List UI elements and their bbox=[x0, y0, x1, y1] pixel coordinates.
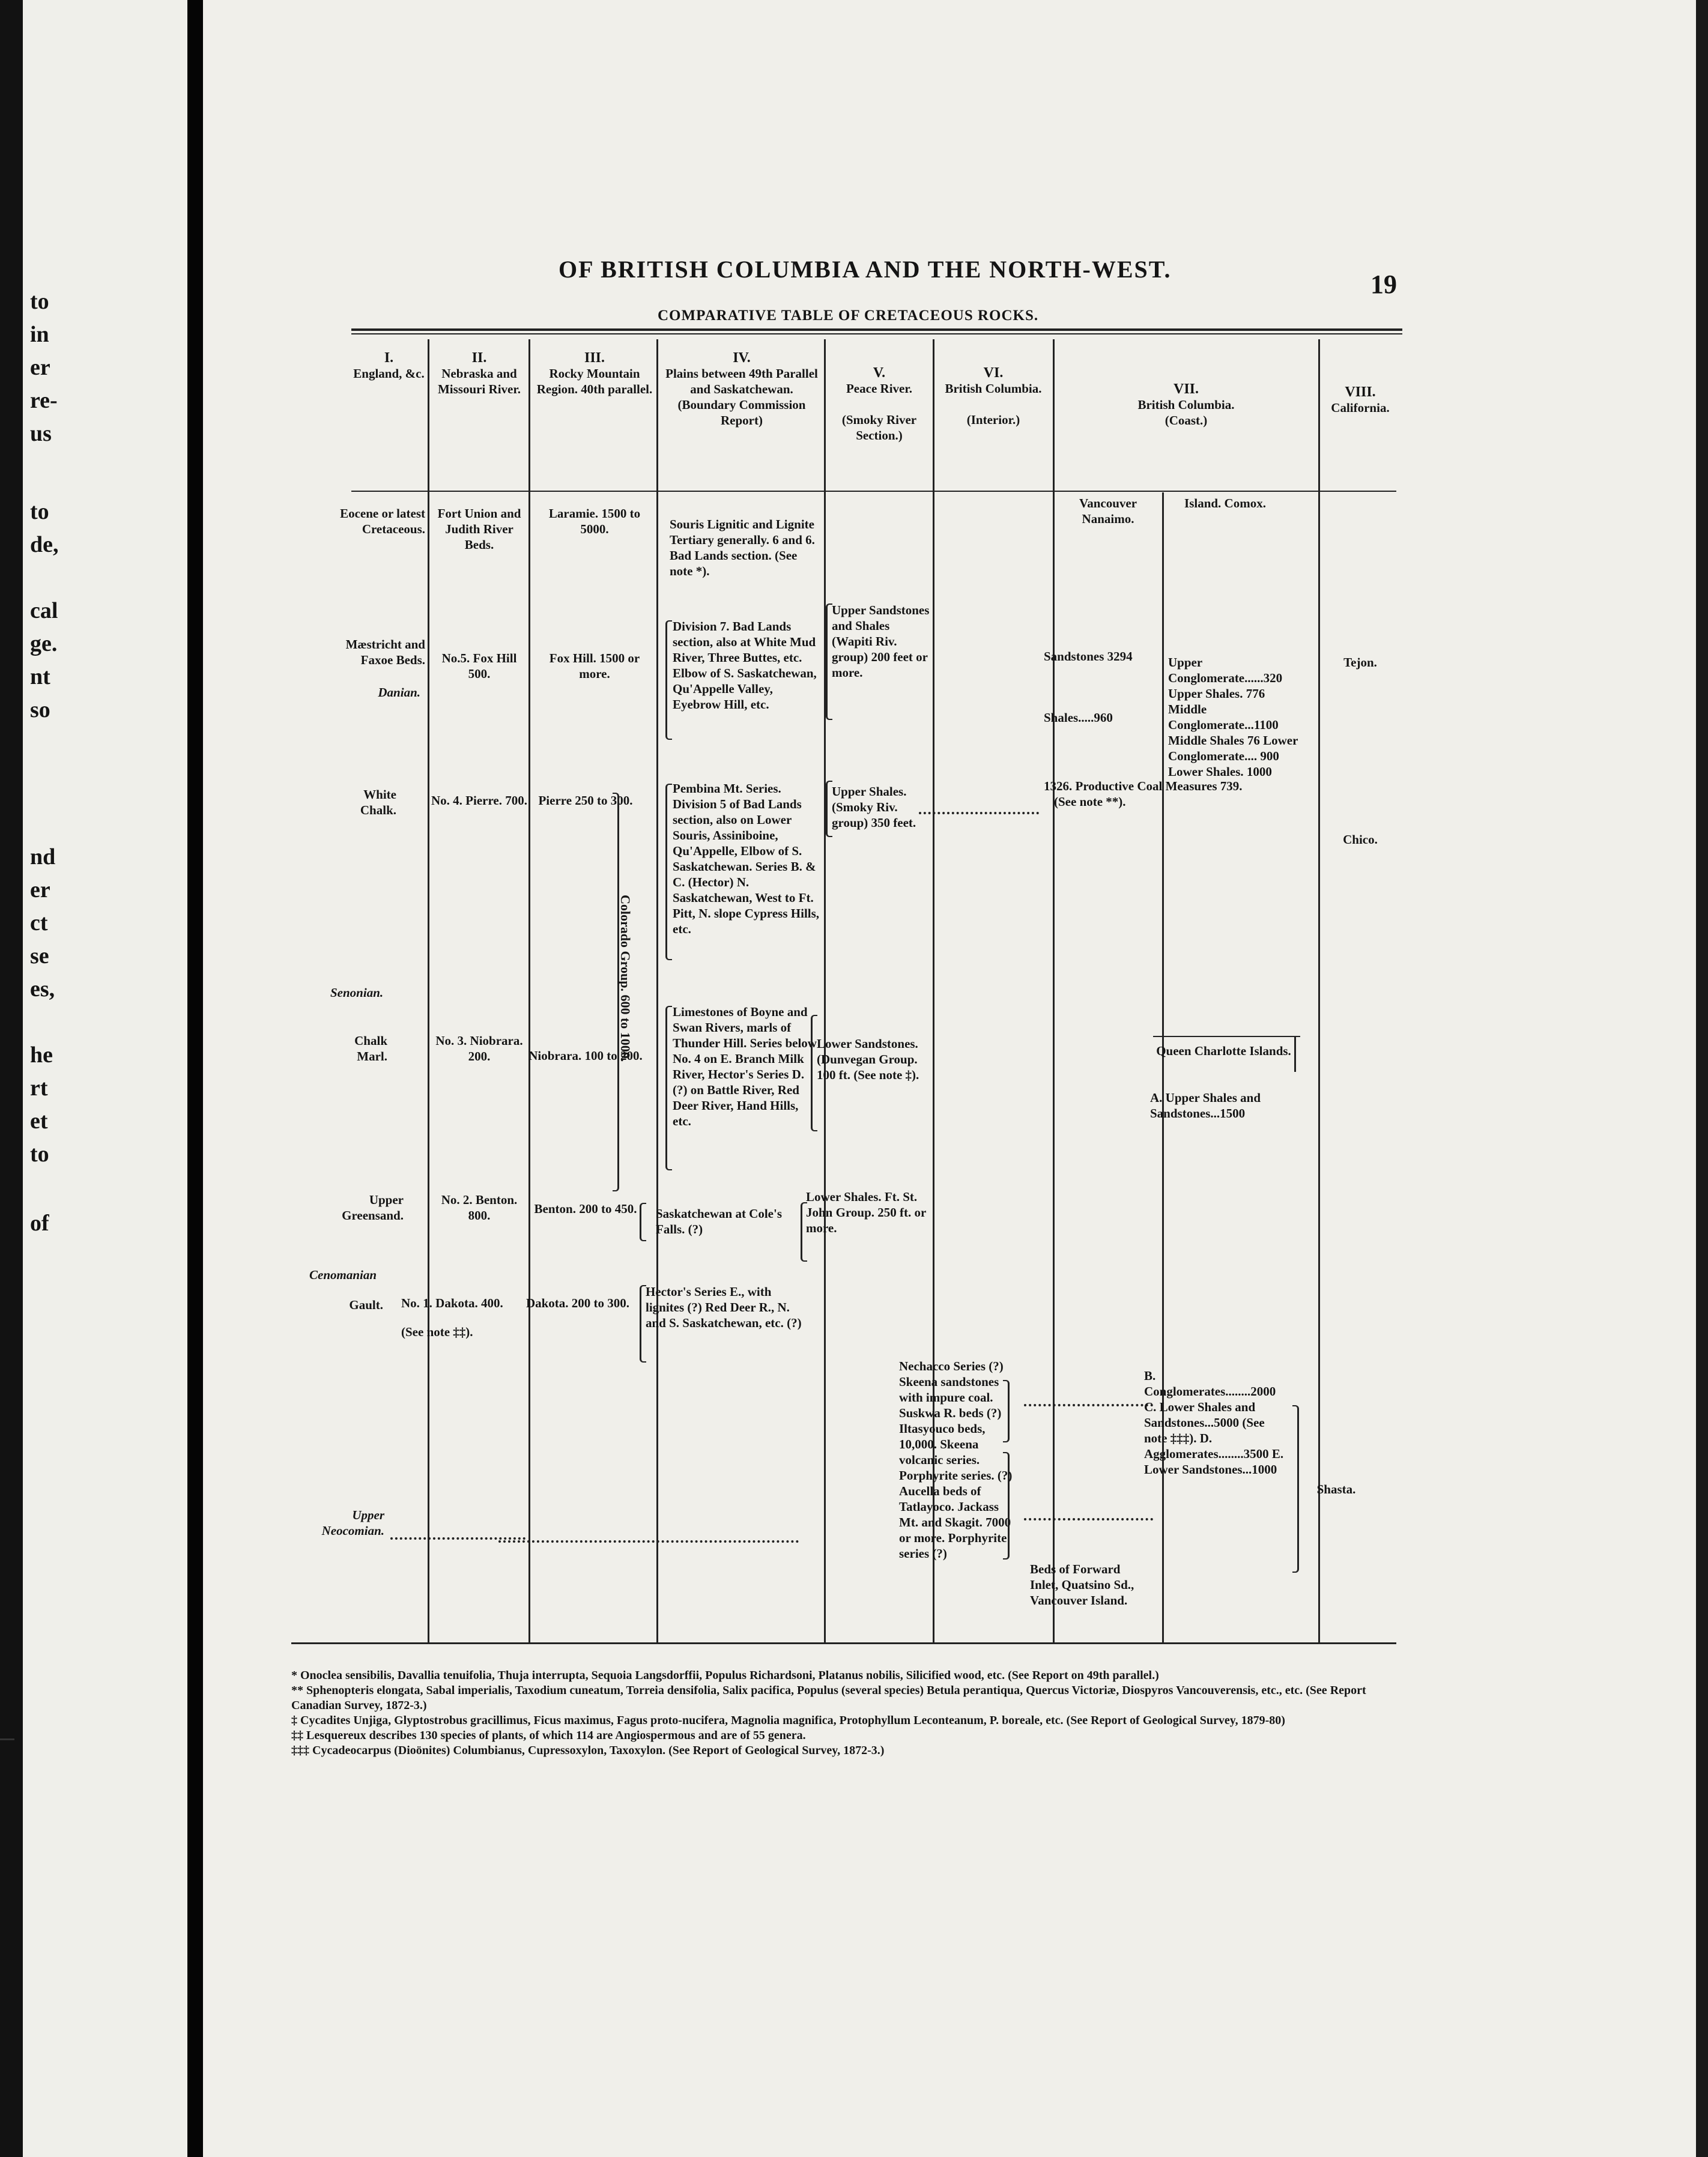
neocomian-col7-dots-1 bbox=[1024, 1404, 1153, 1406]
table-top-rule-2 bbox=[351, 333, 1402, 334]
neocomian-col7-dots-2 bbox=[1024, 1518, 1153, 1520]
maestricht-col2: No.5. Fox Hill 500. bbox=[441, 651, 517, 681]
margin-word: se bbox=[30, 943, 49, 969]
gault-col4: Hector's Series E., with lignites (?) Red Deer R., N. and S. Saskatchewan, etc. (?) bbox=[646, 1284, 802, 1330]
colorado-group-label: Colorado Group. 600 to 1000. bbox=[618, 895, 633, 1062]
table-top-rule bbox=[351, 328, 1402, 331]
white-chalk-col7a: 1326. Productive Coal Measures 739. bbox=[1044, 779, 1243, 793]
footnote-1: * Onoclea sensibilis, Davallia tenuifolia, Thuja interrupta, Sequoia Langsdorffii, Populus Richardsoni, Platanus nobilis, Silicified wood, etc. (See Report on 49th parallel.) bbox=[291, 1669, 1159, 1682]
col7-sub-vancouver: Vancouver Nanaimo. bbox=[1079, 496, 1137, 526]
white-chalk-col4-brace bbox=[665, 784, 672, 960]
maestricht-col7b: Upper Conglomerate......320 Upper Shales. 776 Middle Conglomerate...1100 Middle Shales 76 Lower Conglomerate.... 900 Lower Shales. 1000 bbox=[1168, 655, 1298, 779]
queen-charlotte-heading: Queen Charlotte Islands. bbox=[1156, 1044, 1291, 1058]
maestricht-col3: Fox Hill. 1500 or more. bbox=[549, 651, 640, 681]
facing-page-edge bbox=[0, 0, 187, 2157]
margin-word: us bbox=[30, 421, 52, 446]
col7-sub-comox: Island. Comox. bbox=[1184, 496, 1266, 510]
chalk-marl-col4: Limestones of Boyne and Swan Rivers, marls of Thunder Hill. Series below No. 4 on E. Branch Milk River, Hector's Series D. (?) on Battle River, Red Deer River, Hand Hills, etc. bbox=[673, 1005, 817, 1128]
white-chalk-col5: Upper Shales. (Smoky Riv. group) 350 feet. bbox=[832, 784, 916, 830]
white-chalk-col3: Pierre 250 to 300. bbox=[538, 793, 633, 808]
margin-word: so bbox=[30, 697, 50, 722]
senonian-label: Senonian. bbox=[330, 985, 384, 1000]
cenomanian-label: Cenomanian bbox=[309, 1268, 377, 1282]
neocomian-col7b: B. Conglomerates........2000 C. Lower Shales and Sandstones...5000 (See note ‡‡‡). D. Agglomerates........3500 E. Lower Sandstones...1000 bbox=[1144, 1369, 1284, 1477]
maestricht-col8: Tejon. bbox=[1343, 655, 1377, 670]
chalk-marl-col4-brace bbox=[665, 1006, 672, 1170]
margin-word: to bbox=[30, 289, 49, 314]
table-bottom-rule bbox=[291, 1642, 1396, 1644]
margin-word: es, bbox=[30, 976, 55, 1002]
col-rule-6 bbox=[1053, 339, 1055, 1642]
upper-greensand-col5: Lower Shales. Ft. St. John Group. 250 ft. or more. bbox=[806, 1190, 926, 1235]
neocomian-row-dots-1 bbox=[390, 1537, 525, 1540]
margin-word: to bbox=[30, 1142, 49, 1167]
col-rule-1 bbox=[428, 339, 429, 1642]
eocene-col4: Souris Lignitic and Lignite Tertiary generally. 6 and 6. Bad Lands section. (See note *). bbox=[670, 517, 815, 578]
margin-word: rt bbox=[30, 1075, 48, 1101]
maestricht-col1-danian: Danian. bbox=[378, 685, 420, 700]
col-rule-2 bbox=[528, 339, 530, 1642]
col-rule-8 bbox=[1318, 339, 1320, 1642]
queen-charlotte-rule bbox=[1153, 1036, 1300, 1037]
white-chalk-col2: No. 4. Pierre. 700. bbox=[431, 793, 527, 808]
left-dark-edge bbox=[0, 0, 23, 2157]
margin-word: nt bbox=[30, 664, 50, 689]
white-chalk-col1: White Chalk. bbox=[360, 787, 396, 817]
maestricht-col1: Mæstricht and Faxoe Beds. bbox=[345, 637, 425, 667]
col-rule-3 bbox=[656, 339, 658, 1642]
upper-greensand-col2: No. 2. Benton. 800. bbox=[441, 1193, 518, 1223]
coast-subheader-rule bbox=[1054, 491, 1297, 492]
col-rule-7b bbox=[1294, 1036, 1296, 1072]
maestricht-col5: Upper Sandstones and Shales (Wapiti Riv. group) 200 feet or more. bbox=[832, 603, 930, 680]
running-header: OF BRITISH COLUMBIA AND THE NORTH-WEST. bbox=[559, 256, 1172, 283]
margin-word: in bbox=[30, 322, 49, 347]
chalk-marl-col3: Niobrara. 100 to 200. bbox=[528, 1048, 643, 1063]
neocomian-col6-brace bbox=[1003, 1380, 1010, 1442]
margin-word: ct bbox=[30, 910, 48, 936]
white-chalk-col7a-note: (See note **). bbox=[1054, 794, 1126, 809]
col-header-5: V. Peace River. (Smoky River Section.) bbox=[841, 365, 917, 443]
margin-word: he bbox=[30, 1042, 53, 1068]
neocomian-col6-brace-2 bbox=[1003, 1452, 1010, 1560]
margin-word: ge. bbox=[30, 631, 58, 656]
chalk-marl-col7b: A. Upper Shales and Sandstones...1500 bbox=[1150, 1091, 1261, 1121]
footnote-3: ‡ Cycadites Unjiga, Glyptostrobus gracillimus, Ficus maximus, Fagus proto-nucifera, Magnolia magnifica, Protophyllum Leconteanum, P. boreale, etc. (See Report of Geological Survey, 1879-80) bbox=[291, 1714, 1285, 1727]
footnote-2: ** Sphenopteris elongata, Sabal imperialis, Taxodium cuneatum, Torreia densifolia, Salix pacifica, Populus (several species) Betula perantiqua, Quercus Victoriæ, Diospyros Vancouverensis, etc., etc. (See Report Canadian Survey, 1872-3.) bbox=[291, 1684, 1366, 1712]
neocomian-row-dots-2 bbox=[498, 1540, 799, 1543]
book-gutter bbox=[187, 0, 203, 2157]
margin-word: er bbox=[30, 877, 50, 903]
footnote-4: ‡‡ Lesquereux describes 130 species of plants, of which 114 are Angiospermous and are of 55 genera. bbox=[291, 1729, 806, 1742]
white-chalk-col6-dots bbox=[919, 812, 1039, 814]
maestricht-col7a-shales: Shales.....960 bbox=[1044, 710, 1113, 725]
margin-word: et bbox=[30, 1109, 48, 1134]
margin-word: to bbox=[30, 499, 49, 524]
white-chalk-col4: Pembina Mt. Series. Division 5 of Bad Lands section, also on Lower Souris, Assiniboine, Qu'Appelle, Elbow of S. Saskatchewan. Series B. & C. (Hector) N. Saskatchewan, West to Ft. Pitt, N. slope Cypress Hills, etc. bbox=[673, 781, 820, 936]
upper-greensand-col4-brace bbox=[640, 1203, 646, 1241]
gault-col2-note: (See note ‡‡). bbox=[401, 1325, 473, 1339]
col-header-4: IV. Plains between 49th Parallel and Saskatchewan. (Boundary Commission Report) bbox=[665, 350, 818, 428]
footnotes bbox=[291, 1668, 1366, 1758]
upper-greensand-col1: Upper Greensand. bbox=[342, 1193, 404, 1223]
neocomian-col6: Nechacco Series (?) Skeena sandstones with impure coal. Suskwa R. beds (?) Iltasyouco beds, 10,000. Skeena volcanic series. Porphyrite series. (?) Aucella beds of Tatlayoco. Jackass Mt. and Skagit. 7000 or more. Porphyrite series (?) bbox=[899, 1359, 1013, 1561]
margin-tick bbox=[0, 1738, 14, 1740]
chalk-marl-col5: Lower Sandstones. (Dunvegan Group. 100 ft. (See note ‡). bbox=[817, 1036, 919, 1082]
upper-greensand-col3: Benton. 200 to 450. bbox=[534, 1202, 637, 1216]
neocomian-col8: Shasta. bbox=[1316, 1482, 1356, 1496]
margin-word: nd bbox=[30, 844, 56, 870]
col-header-7: VII. British Columbia. (Coast.) bbox=[1137, 381, 1235, 428]
page-right-shadow bbox=[1696, 0, 1708, 2157]
gault-col1: Gault. bbox=[349, 1298, 383, 1312]
col-header-1: I. England, &c. bbox=[353, 350, 425, 381]
margin-word: er bbox=[30, 355, 50, 380]
chalk-marl-col1: Chalk Marl. bbox=[354, 1033, 387, 1063]
margin-word: cal bbox=[30, 598, 58, 623]
chalk-marl-col2: No. 3. Niobrara. 200. bbox=[435, 1033, 523, 1063]
white-chalk-col8: Chico. bbox=[1343, 832, 1378, 847]
col-rule-4 bbox=[824, 339, 826, 1642]
col-header-3: III. Rocky Mountain Region. 40th parallel. bbox=[536, 350, 653, 396]
table-title: COMPARATIVE TABLE OF CRETACEOUS ROCKS. bbox=[658, 307, 1039, 324]
eocene-col1: Eocene or latest Cretaceous. bbox=[340, 506, 425, 536]
maestricht-col7a-sandstones: Sandstones 3294 bbox=[1044, 649, 1133, 664]
maestricht-col4-brace bbox=[665, 620, 672, 740]
footnote-5: ‡‡‡ Cycadeocarpus (Dioönites) Columbianus, Cupressoxylon, Taxoxylon. (See Report of Geological Survey, 1872-3.) bbox=[291, 1744, 885, 1757]
col-header-8: VIII. California. bbox=[1331, 384, 1390, 415]
gault-col2: No. 1. Dakota. 400. bbox=[401, 1296, 503, 1310]
page-number: 19 bbox=[1370, 270, 1397, 299]
margin-word: de, bbox=[30, 532, 59, 557]
margin-word: re- bbox=[30, 388, 58, 413]
col-header-6: VI. British Columbia. (Interior.) bbox=[945, 365, 1042, 427]
eocene-col3: Laramie. 1500 to 5000. bbox=[548, 506, 641, 536]
gault-col3: Dakota. 200 to 300. bbox=[525, 1296, 630, 1310]
upper-greensand-col4: Saskatchewan at Cole's Falls. (?) bbox=[656, 1206, 783, 1236]
margin-word: of bbox=[30, 1211, 49, 1236]
neocomian-col1: Upper Neocomian. bbox=[321, 1508, 384, 1538]
neocomian-col7a: Beds of Forward Inlet, Quatsino Sd., Vancouver Island. bbox=[1030, 1562, 1134, 1608]
eocene-col2: Fort Union and Judith River Beds. bbox=[437, 506, 521, 552]
maestricht-col4: Division 7. Bad Lands section, also at White Mud River, Three Buttes, etc. Elbow of S. Saskatchewan, Qu'Appelle Valley, Eyebrow Hill, etc. bbox=[673, 619, 817, 712]
col-header-2: II. Nebraska and Missouri River. bbox=[437, 350, 521, 396]
